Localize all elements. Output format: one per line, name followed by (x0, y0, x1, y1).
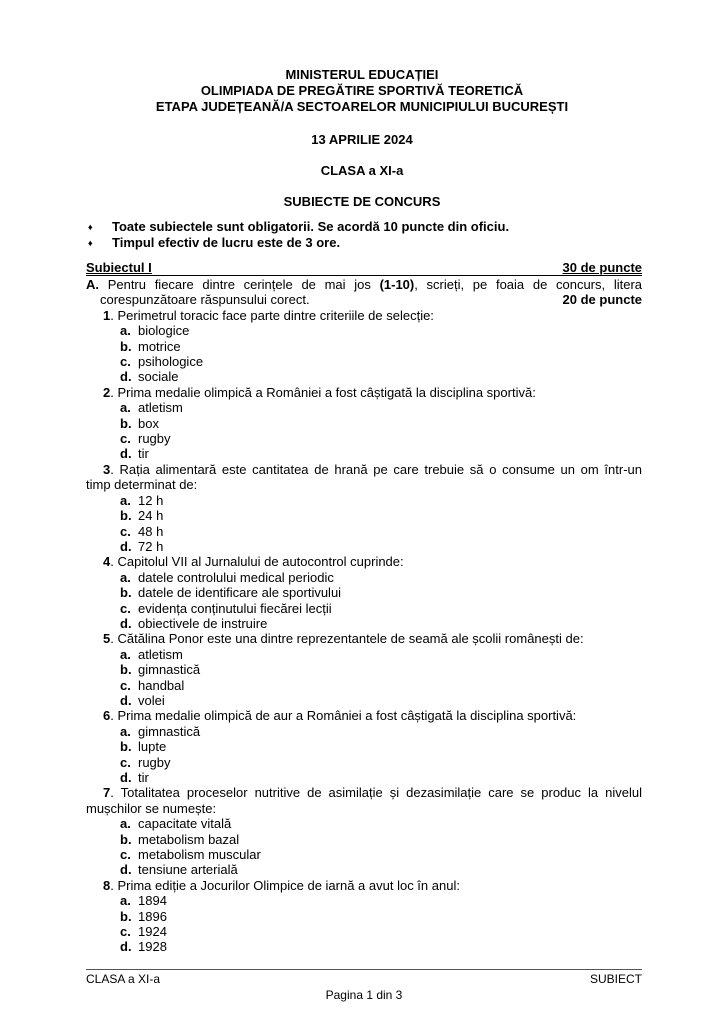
question-text: 5. Cătălina Ponor este una dintre reprezentantele de seamă ale școlii românești de: (103, 631, 584, 647)
question-4 (86, 554, 642, 631)
question-text: 1. Perimetrul toracic face parte dintre criteriile de selecție: (103, 307, 434, 323)
subject-body (86, 261, 642, 955)
answer-option-c: c. psihologice (120, 354, 204, 370)
answer-option-b: b. lupte (120, 739, 167, 755)
question-2 (86, 385, 642, 462)
answer-option-a: a. 12 h (120, 492, 164, 508)
question-5 (86, 631, 642, 708)
answer-option-b: b. metabolism bazal (120, 831, 240, 847)
rules-list (88, 219, 509, 252)
answer-option-b: b. motrice (120, 338, 181, 354)
answer-option-c: c. 48 h (120, 523, 164, 539)
class-label: CLASA a XI-a (320, 163, 404, 178)
answer-option-b: b. box (120, 415, 159, 431)
answer-option-a: a. gimnastică (120, 723, 201, 739)
question-text: 4. Capitolul VII al Jurnalului de autocontrol cuprinde: (103, 554, 404, 570)
footer-class: CLASA a XI-a (86, 972, 161, 986)
answer-option-c: c. metabolism muscular (120, 847, 261, 863)
answer-option-d: d. volei (120, 692, 165, 708)
diamond-bullet-icon: ♦ (88, 238, 93, 249)
olympiad-title: OLIMPIADA DE PREGĂTIRE SPORTIVĂ TEORETICĂ (200, 83, 524, 98)
answer-option-d: d. sociale (120, 369, 179, 385)
question-list (86, 308, 642, 955)
question-1 (86, 308, 642, 385)
exam-date: 13 APRILIE 2024 (311, 132, 413, 147)
answer-option-c: c. handbal (120, 677, 185, 693)
rule-item: ♦ Toate subiectele sunt obligatorii. Se acordă 10 puncte din oficiu. (88, 219, 510, 234)
answer-option-a: a. biologice (120, 323, 190, 339)
question-text: 2. Prima medalie olimpică a României a fost câștigată la disciplina sportivă: (103, 384, 536, 400)
answer-option-b: b. gimnastică (120, 662, 201, 678)
footer-subject: SUBIECT (589, 972, 642, 986)
rule-item: ♦ Timpul efectiv de lucru este de 3 ore. (88, 235, 341, 251)
question-3 (86, 462, 642, 554)
stage-title: ETAPA JUDEȚEANĂ/A SECTOARELOR MUNICIPIULUI BUCUREȘTI (155, 99, 569, 114)
answer-option-b: b. datele de identificare ale sportivului (120, 585, 342, 601)
subject-label: Subiectul I (86, 260, 152, 275)
question-text: 7. Totalitatea proceselor nutritive de asimilație și dezasimilație care se produc la nivelul (103, 785, 642, 801)
subject-heading (86, 261, 642, 276)
answer-option-d: d. tir (120, 446, 149, 462)
page-footer (86, 969, 642, 1003)
answer-option-a: a. 1894 (120, 893, 167, 909)
answer-option-d: d. obiectivele de instruire (120, 615, 268, 631)
ministry-title: MINISTERUL EDUCAȚIEI (285, 67, 439, 82)
answer-option-b: b. 1896 (120, 908, 167, 924)
answer-option-d: d. 72 h (120, 538, 164, 554)
question-text-continued: mușchilor se numește: (86, 800, 217, 816)
question-text: 3. Rația alimentară este cantitatea de hrană pe care trebuie să o consume un om într-un (103, 461, 642, 477)
answer-option-d: d. tensiune arterială (120, 862, 238, 878)
question-text-continued: timp determinat de: (86, 477, 198, 493)
part-a-instructions: A. Pentru fiecare dintre cerințele de mai jos (1-10), scrieți, pe foaia de concurs, litera corespunzătoare răspunsului corect. 20 de puncte (86, 277, 642, 308)
answer-option-b: b. 24 h (120, 508, 164, 524)
page-number: Pagina 1 din 3 (325, 988, 403, 1002)
document-header (0, 67, 724, 115)
part-a-points: 20 de puncte (562, 292, 642, 308)
answer-option-d: d. 1928 (120, 939, 167, 955)
diamond-bullet-icon: ♦ (88, 222, 93, 232)
subject-points: 30 de puncte (562, 260, 642, 275)
answer-option-d: d. tir (120, 770, 149, 785)
answer-option-c: c. rugby (120, 431, 171, 447)
answer-option-c: c. evidența conținutului fiecărei lecții (120, 600, 332, 616)
question-text: 6. Prima medalie olimpică de aur a României a fost câștigată la disciplina sportivă: (103, 708, 577, 724)
answer-option-a: a. datele controlului medical periodic (120, 569, 334, 585)
question-6 (86, 708, 642, 785)
answer-option-a: a. atletism (120, 400, 183, 416)
document-title: SUBIECTE DE CONCURS (283, 194, 441, 209)
question-8 (86, 878, 642, 955)
answer-option-c: c. rugby (120, 754, 171, 770)
answer-option-a: a. capacitate vitală (120, 816, 232, 832)
answer-option-a: a. atletism (120, 646, 183, 662)
question-7 (86, 785, 642, 877)
question-text: 8. Prima ediție a Jocurilor Olimpice de iarnă a avut loc în anul: (103, 877, 460, 893)
answer-option-c: c. 1924 (120, 924, 167, 940)
